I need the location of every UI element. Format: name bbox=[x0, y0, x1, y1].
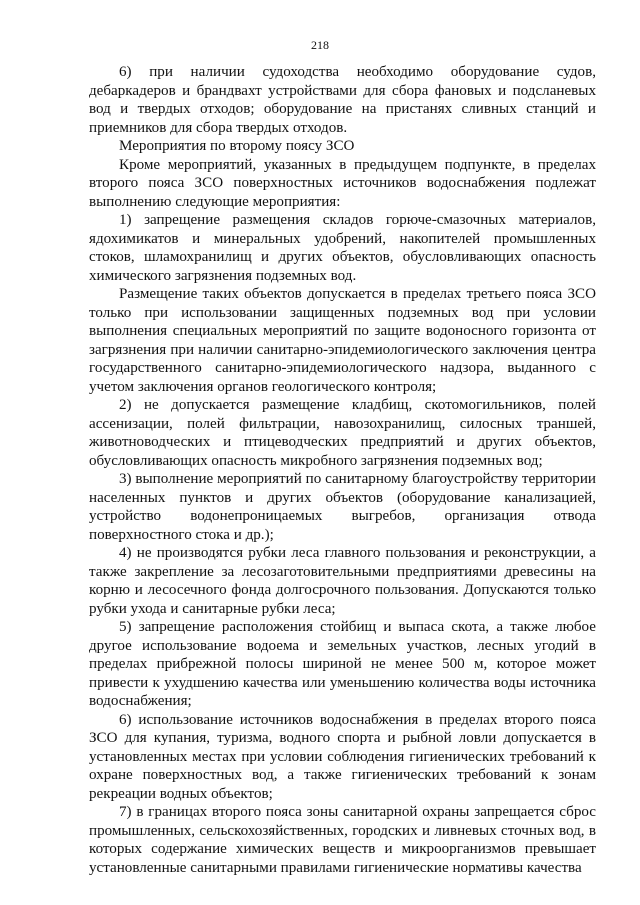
paragraph: 7) в границах второго пояса зоны санитарной охраны запрещается сброс промышленных, сельскохозяйственных, городских и ливневых сточных вод, в которых содержание химических веществ и микроорганизмов превышает установленные санитарными правилами гигиенические нормативы качества bbox=[89, 804, 596, 876]
paragraph: 5) запрещение расположения стойбищ и выпаса скота, а также любое другое использование водоема и земельных участков, лесных угодий в пределах прибрежной полосы шириной не менее 500 м, которое может привести к ухудшению качества или уменьшению количества воды источника водоснабжения; bbox=[89, 619, 596, 709]
paragraph: Кроме мероприятий, указанных в предыдущем подпункте, в пределах второго пояса ЗСО поверхностных источников водоснабжения подлежат выполнению следующие мероприятия: bbox=[89, 156, 596, 210]
paragraph: Размещение таких объектов допускается в пределах третьего пояса ЗСО только при использовании защищенных подземных вод при условии выполнения специальных мероприятий по защите водоносного горизонта от загрязнения при наличии санитарно-эпидемиологического заключения центра государственного санитарно-эпидемиологического надзора, выданного с учетом заключения органов геологического контроля; bbox=[89, 286, 596, 395]
paragraph: 3) выполнение мероприятий по санитарному благоустройству территории населенных пунктов и других объектов (оборудование канализацией, устройство водонепроницаемых выгребов, организация отвода поверхностного стока и др.); bbox=[89, 471, 596, 543]
body-text bbox=[89, 63, 596, 877]
paragraph: 2) не допускается размещение кладбищ, скотомогильников, полей ассенизации, полей фильтрации, навозохранилищ, силосных траншей, животноводческих и птицеводческих предприятий и других объектов, обусловливающих опасность микробного загрязнения подземных вод; bbox=[89, 397, 596, 469]
paragraph: 4) не производятся рубки леса главного пользования и реконструкции, а также закрепление за лесозаготовительными предприятиями древесины на корню и лесосечного фонда долгосрочного пользования. Допускаются только рубки ухода и санитарные рубки леса; bbox=[89, 545, 596, 617]
paragraph: 1) запрещение размещения складов горюче-смазочных материалов, ядохимикатов и минеральных удобрений, накопителей промышленных стоков, шламохранилищ и других объектов, обусловливающих опасность химического загрязнения подземных вод. bbox=[89, 212, 596, 284]
page-number: 218 bbox=[311, 38, 329, 52]
paragraph: 6) использование источников водоснабжения в пределах второго пояса ЗСО для купания, туризма, водного спорта и рыбной ловли допускается в установленных местах при условии соблюдения гигиенических требований к охране поверхностных вод, а также гигиенических требований к зонам рекреации водных объектов; bbox=[89, 711, 596, 802]
section-heading: Мероприятия по второму поясу ЗСО bbox=[119, 138, 355, 154]
paragraph: 6) при наличии судоходства необходимо оборудование судов, дебаркадеров и брандвахт устройствами для сбора фановых и подсланевых вод и твердых отходов; оборудование на пристанях сливных станций и приемников для сбора твердых отходов. bbox=[89, 64, 596, 136]
